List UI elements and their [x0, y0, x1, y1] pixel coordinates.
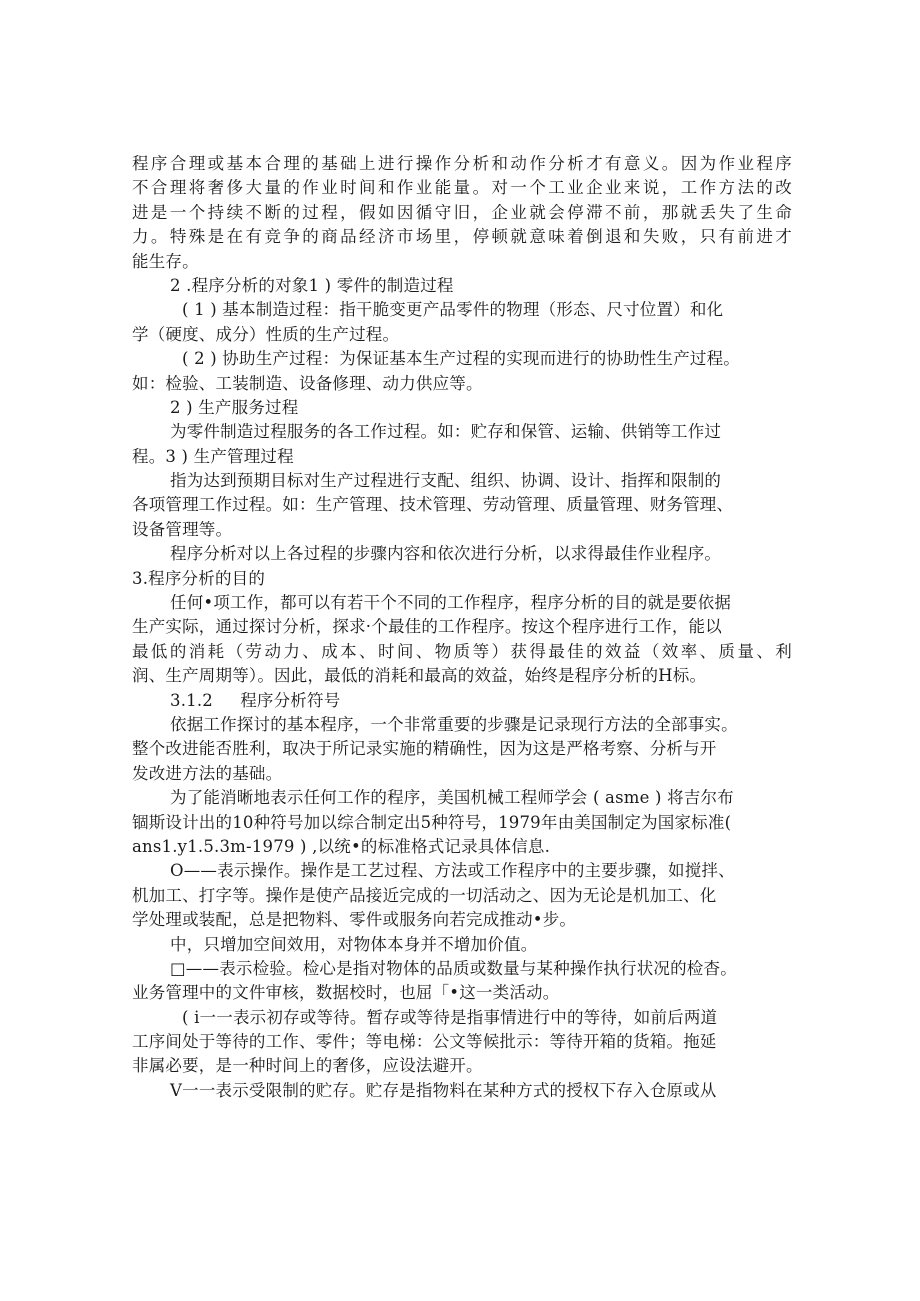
paragraph-line: 整个改进能否胜利，取决于所记录实施的精确性，因为这是严格考察、分析与开: [132, 739, 717, 759]
paragraph-line: 设备管理等。: [132, 519, 233, 539]
paragraph-line: ( i一一表示初存或等待。暂存或等待是指事情进行中的等待，如前后两道: [182, 1007, 718, 1027]
paragraph-line: 生产实际，通过探讨分析，探求·个最佳的工作程序。按这个程序进行工作，能以: [132, 617, 722, 637]
section-heading: 2 .程序分析的对象1 ) 零件的制造过程: [170, 275, 454, 295]
paragraph-line: 指为达到预期目标对生产过程进行支配、组织、协调、设计、指挥和限制的: [170, 471, 722, 491]
paragraph-line: 程。3 ) 生产管理过程: [132, 446, 294, 466]
paragraph-line: 为了能消晰地表示任何工作的程序，美国机械工程师学会 ( asme ) 将吉尔布: [170, 788, 734, 808]
paragraph-line: 进是一个持续不断的过程，假如因循守旧，企业就会停滞不前，那就丢失了生命: [132, 202, 792, 222]
paragraph-line: 为零件制造过程服务的各工作过程。如：贮存和保管、运输、供销等工作过: [170, 422, 722, 442]
paragraph-line: □——表示检验。检心是指对物体的品质或数量与某种操作执行状况的检杳。: [170, 958, 737, 978]
paragraph-line: 工序间处于等待的工作、零件；等电梯：公文等候批示：等待开箱的货箱。拖延: [132, 1032, 717, 1052]
paragraph-line: O——表示操作。操作是工艺过程、方法或工作程序中的主要步骤，如搅拌、: [170, 861, 735, 881]
paragraph-line: 不合理将奢侈大量的作业时间和作业能量。对一个工业企业来说，工作方法的改: [132, 178, 792, 198]
paragraph-line: 如：检验、工装制造、设备修理、动力供应等。: [132, 373, 483, 393]
paragraph-line: 中，只增加空间效用，对物体本身并不增加价值。: [170, 934, 538, 954]
paragraph-line: 学（硬度、成分）性质的生产过程。: [132, 324, 400, 344]
paragraph-line: ( 1 ) 基本制造过程：指干脆变更产品零件的物理（形态、尺寸位置）和化: [182, 300, 724, 320]
paragraph-line: ( 2 ) 协助生产过程：为保证基本生产过程的实现而进行的协助性生产过程。: [182, 349, 741, 369]
section-heading: 3.程序分析的目的: [132, 568, 266, 588]
document-body: [132, 152, 792, 1103]
paragraph-line: 锢斯设计出的10种符号加以综合制定出5种符号，1979年由美国制定为国家标准(: [132, 812, 732, 832]
paragraph-line: 发改进方法的基础。: [132, 763, 283, 783]
paragraph-line: 依据工作探讨的基本程序，一个非常重要的步骤是记录现行方法的全部事实。: [170, 714, 738, 734]
paragraph-line: 任何•项工作，都可以有若干个不同的工作程序，程序分析的目的就是要依据: [170, 593, 732, 613]
paragraph-line: 各项管理工作过程。如：生产管理、技术管理、劳动管理、质量管理、财务管理、: [132, 495, 734, 515]
paragraph-line: 机加工、打字等。操作是使产品接近完成的一切活动之、因为无论是机加工、化: [132, 885, 717, 905]
paragraph-line: 程序分析对以上各过程的步骤内容和依次进行分析，以求得最佳作业程序。: [170, 544, 722, 564]
paragraph-line: 最低的消耗（劳动力、成本、时间、物质等）获得最佳的效益（效率、质量、利: [132, 641, 792, 661]
paragraph-line: 润、生产周期等）。因此，最低的消耗和最高的效益，始终是程序分析的H标。: [132, 666, 707, 686]
paragraph-line: ans1.y1.5.3m-1979 ) ,以统•的标准格式记录具体信息.: [132, 836, 551, 856]
paragraph-line: 非属必要，是一种时间上的奢侈，应设法避开。: [132, 1056, 483, 1076]
paragraph-line: V一一表示受限制的贮存。贮存是指物料在某种方式的授权下存入仓原或从: [170, 1080, 717, 1100]
paragraph-line: 业务管理中的文件审核，数据校时，也屈「•这一类活动。: [132, 983, 560, 1003]
paragraph-line: 能生存。: [132, 251, 199, 271]
paragraph-line: 程序合理或基本合理的基础上进行操作分析和动作分析才有意义。因为作业程序: [132, 154, 792, 173]
section-heading: 3.1.2 程序分析符号: [170, 690, 341, 710]
subsection-heading: 2 ) 生产服务过程: [170, 397, 299, 417]
paragraph-line: 学处理或装配，总是把物料、零件或服务向若完成推动•步。: [132, 910, 577, 930]
paragraph-line: 力。特殊是在有竞争的商品经济市场里，停顿就意味着倒退和失败，只有前进才: [132, 227, 792, 247]
